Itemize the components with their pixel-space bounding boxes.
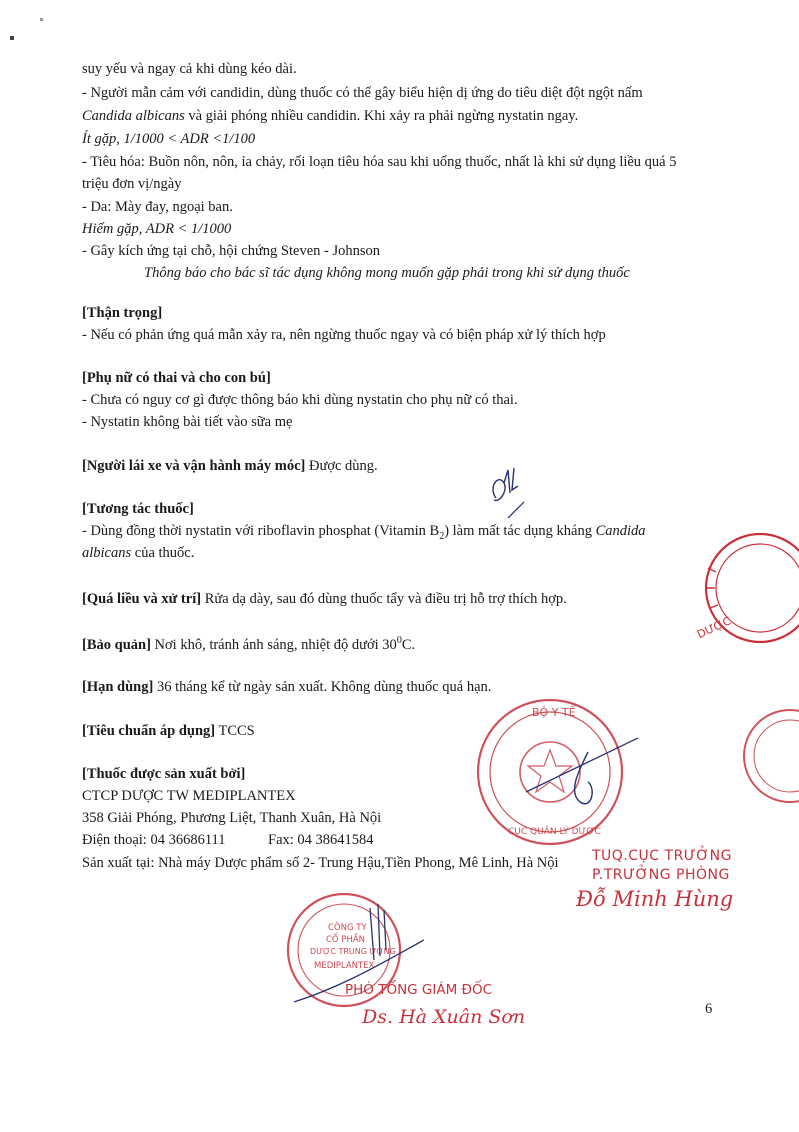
interactions-line-1 (82, 524, 646, 542)
degree-superscript: 0 (396, 635, 402, 646)
page-number: 6 (705, 1001, 713, 1017)
ministry-stamp-icon (468, 692, 638, 852)
overdose-text: Rửa dạ dày, sau đó dùng thuốc tẩy và điều trị hỗ trợ thích hợp. (201, 591, 567, 607)
side-effects-line-2: - Người mẫn cảm với candidin, dùng thuốc có thể gây biểu hiện dị ứng do tiêu diệt đột ngột nấm (82, 85, 643, 101)
side-effects-line-1: suy yếu và ngay cả khi dùng kéo dài. (82, 61, 297, 77)
vitamin-subscript: 2 (439, 530, 445, 542)
driving-text: Được dùng. (305, 458, 378, 474)
standard-line (82, 724, 255, 739)
company-stamp-line-3: DƯỢC TRUNG ƯƠNG (310, 947, 396, 956)
manufacturer-phone: Điện thoại: 04 36686111 (82, 832, 226, 848)
company-signer-title: PHÓ TỔNG GIÁM ĐỐC (345, 982, 493, 998)
rare-heading: Hiếm gặp, ADR < 1/1000 (82, 221, 232, 237)
shelf-life-line (82, 680, 491, 695)
precautions-line-1: - Nếu có phản ứng quá mẫn xảy ra, nên ngừng thuốc ngay và có biện pháp xử lý thích hợp (82, 327, 606, 343)
uncommon-heading: Ít gặp, 1/1000 < ADR <1/100 (82, 131, 256, 147)
company-signer-name: Ds. Hà Xuân Sơn (362, 1006, 526, 1028)
driving-line (82, 459, 378, 474)
interactions-heading: [Tương tác thuốc] (82, 501, 194, 517)
company-stamp-line-2: CỔ PHẦN (326, 935, 366, 945)
interactions-species-2: albicans (82, 545, 132, 561)
pregnancy-line-1: - Chưa có nguy cơ gì được thông báo khi dùng nystatin cho phụ nữ có thai. (82, 392, 518, 408)
side-effects-line-5: - Tiêu hóa: Buồn nôn, nôn, ỉa chảy, rối loạn tiêu hóa sau khi uống thuốc, nhất là khi sử dụng liều quá 5 (82, 154, 677, 170)
manufacturer-fax: Fax: 04 38641584 (268, 832, 374, 848)
side-effects-line-9: - Gây kích ứng tại chỗ, hội chứng Steven - Johnson (82, 243, 381, 259)
species-name: Candida albicans (82, 108, 185, 124)
approval-signer: Đỗ Minh Hùng (576, 887, 734, 911)
overdose-heading: [Quá liều và xử trí] (82, 591, 202, 607)
ministry-stamp-top-text: BỘ Y TẾ (532, 706, 576, 719)
storage-heading: [Bảo quản] (82, 636, 151, 653)
driving-heading: [Người lái xe và vận hành máy móc] (82, 458, 306, 474)
pregnancy-line-2: - Nystatin không bài tiết vào sữa mẹ (82, 414, 293, 430)
overdose-line (82, 592, 567, 607)
storage-text: Nơi khô, tránh ánh sáng, nhiệt độ dưới 30 (150, 636, 397, 653)
manufacturer-address: 358 Giải Phóng, Phương Liệt, Thanh Xuân, Hà Nội (82, 810, 382, 826)
approval-title-1: TUQ.CỤC TRƯỞNG (592, 848, 732, 864)
company-stamp-line-4: MEDIPLANTEX (314, 961, 375, 971)
approval-title-2: P.TRƯỞNG PHÒNG (592, 867, 730, 883)
svg-text:DƯỢC: DƯỢC (695, 614, 733, 642)
scan-dot (10, 36, 14, 40)
interactions-line-2-rest: của thuốc. (131, 545, 195, 561)
interactions-species-1: Candida (595, 523, 646, 539)
interactions-line-2 (82, 546, 194, 561)
shelf-life-text: 36 tháng kể từ ngày sản xuất. Không dùng thuốc quá hạn. (153, 679, 492, 695)
ministry-stamp-text: CỤC QUẢN LÝ DƯỢC (508, 827, 601, 837)
initials-signature-icon (478, 458, 538, 528)
storage-unit: C. (401, 636, 416, 653)
standard-text: TCCS (215, 723, 255, 739)
storage-line (82, 636, 415, 652)
interactions-line-1-pre: - Dùng đồng thời nystatin với riboflavin phosphat (Vitamin B (82, 523, 440, 539)
partial-stamp-icon (720, 706, 799, 806)
standard-heading: [Tiêu chuẩn áp dụng] (82, 723, 216, 739)
precautions-heading: [Thận trọng] (82, 305, 163, 321)
shelf-life-heading: [Hạn dùng] (82, 679, 154, 695)
side-effects-notice: Thông báo cho bác sĩ tác dụng không mong muốn gặp phải trong khi sử dụng thuốc (144, 265, 630, 281)
manufacturer-factory: Sản xuất tại: Nhà máy Dược phẩm số 2- Trung Hậu,Tiền Phong, Mê Linh, Hà Nội (82, 855, 559, 871)
company-stamp-line-1: CÔNG TY (328, 923, 367, 933)
side-effects-line-6: triệu đơn vị/ngày (82, 176, 182, 192)
partial-stamp-icon (680, 528, 799, 648)
side-effects-line-7: - Da: Mày đay, ngoại ban. (82, 199, 233, 215)
manufacturer-company: CTCP DƯỢC TW MEDIPLANTEX (82, 788, 296, 804)
company-stamp-icon (274, 890, 424, 1020)
pregnancy-heading: [Phụ nữ có thai và cho con bú] (82, 370, 271, 386)
interactions-line-1-post: ) làm mất tác dụng kháng (444, 523, 596, 539)
manufacturer-heading: [Thuốc được sản xuất bởi] (82, 766, 246, 782)
side-effects-line-3-rest: và giải phóng nhiều candidin. Khi xảy ra phải ngừng nystatin ngay. (184, 108, 579, 124)
side-effects-line-3 (82, 109, 578, 124)
scan-dot (40, 18, 43, 21)
